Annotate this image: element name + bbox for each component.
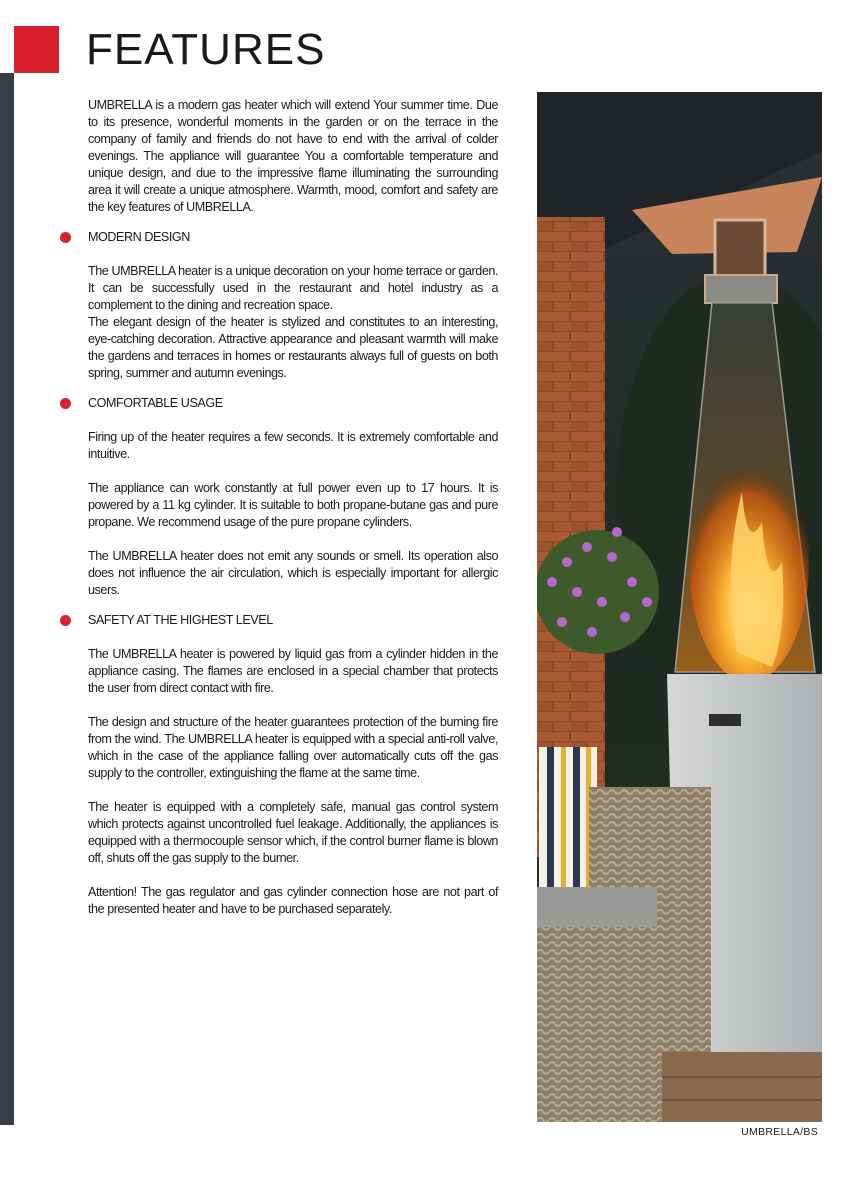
product-photo — [537, 92, 822, 1122]
section-heading-modern-design — [88, 229, 498, 246]
text-column — [88, 97, 498, 918]
intro-paragraph: UMBRELLA is a modern gas heater which will extend Your summer time. Due to its presence, wonderful moments in the garden or on the terrace in the company of family and friends do not have to end with the arrival of colder evenings. The appliance will guarantee You a comfortable temperature and unique design, and due to the impressive flame illuminating the surrounding area it will create a unique atmosphere. Warmth, mood, comfort and safety are the key features of UMBRELLA. — [88, 98, 498, 214]
left-sidebar-bar — [0, 73, 14, 1125]
paragraph: The design and structure of the heater guarantees protection of the burning fire from the wind. The UMBRELLA heater is equipped with a special anti-roll valve, which in the case of the appliance falling over automatically cuts off the gas supply to the controller, extinguishing the flame at the same time. — [88, 715, 498, 780]
heater-photo-illustration — [537, 92, 822, 1122]
bullet-icon — [60, 398, 71, 409]
section-heading-label: COMFORTABLE USAGE — [88, 396, 223, 410]
paragraph: The UMBRELLA heater is a unique decoration on your home terrace or garden. It can be successfully used in the restaurant and hotel industry as a complement to the dining and recreation space. — [88, 264, 498, 312]
paragraph: The heater is equipped with a completely safe, manual gas control system which protects against uncontrolled fuel leakage. Additionally, the appliances is equipped with a thermocouple sensor which, if the control burner flame is blown off, shuts off the gas supply to the burner. — [88, 800, 498, 865]
paragraph: The UMBRELLA heater does not emit any sounds or smell. Its operation also does not influence the air circulation, which is especially important for allergic users. — [88, 549, 498, 597]
section-heading-safety — [88, 612, 498, 629]
bullet-icon — [60, 615, 71, 626]
section-heading-label: MODERN DESIGN — [88, 230, 190, 244]
photo-caption: UMBRELLA/BS — [741, 1126, 818, 1138]
paragraph: The UMBRELLA heater is powered by liquid gas from a cylinder hidden in the appliance casing. The flames are enclosed in a special chamber that protects the user from direct contact with fire. — [88, 647, 498, 695]
paragraph: The appliance can work constantly at full power even up to 17 hours. It is powered by a 11 kg cylinder. It is suitable to both propane-butane gas and pure propane. We recommend usage of the pure propane cylinders. — [88, 481, 498, 529]
page-title: FEATURES — [86, 25, 326, 74]
section-heading-label: SAFETY AT THE HIGHEST LEVEL — [88, 613, 273, 627]
paragraph: The elegant design of the heater is stylized and constitutes to an interesting, eye-catching decoration. Attractive appearance and pleasant warmth will make the gardens and terraces in homes or restaurants always full of guests on both spring, summer and autumn evenings. — [88, 315, 498, 380]
paragraph: Firing up of the heater requires a few seconds. It is extremely comfortable and intuitive. — [88, 430, 498, 461]
paragraph: Attention! The gas regulator and gas cylinder connection hose are not part of the presented heater and have to be purchased separately. — [88, 885, 498, 916]
accent-square — [14, 26, 59, 73]
section-heading-comfortable-usage — [88, 395, 498, 412]
bullet-icon — [60, 232, 71, 243]
